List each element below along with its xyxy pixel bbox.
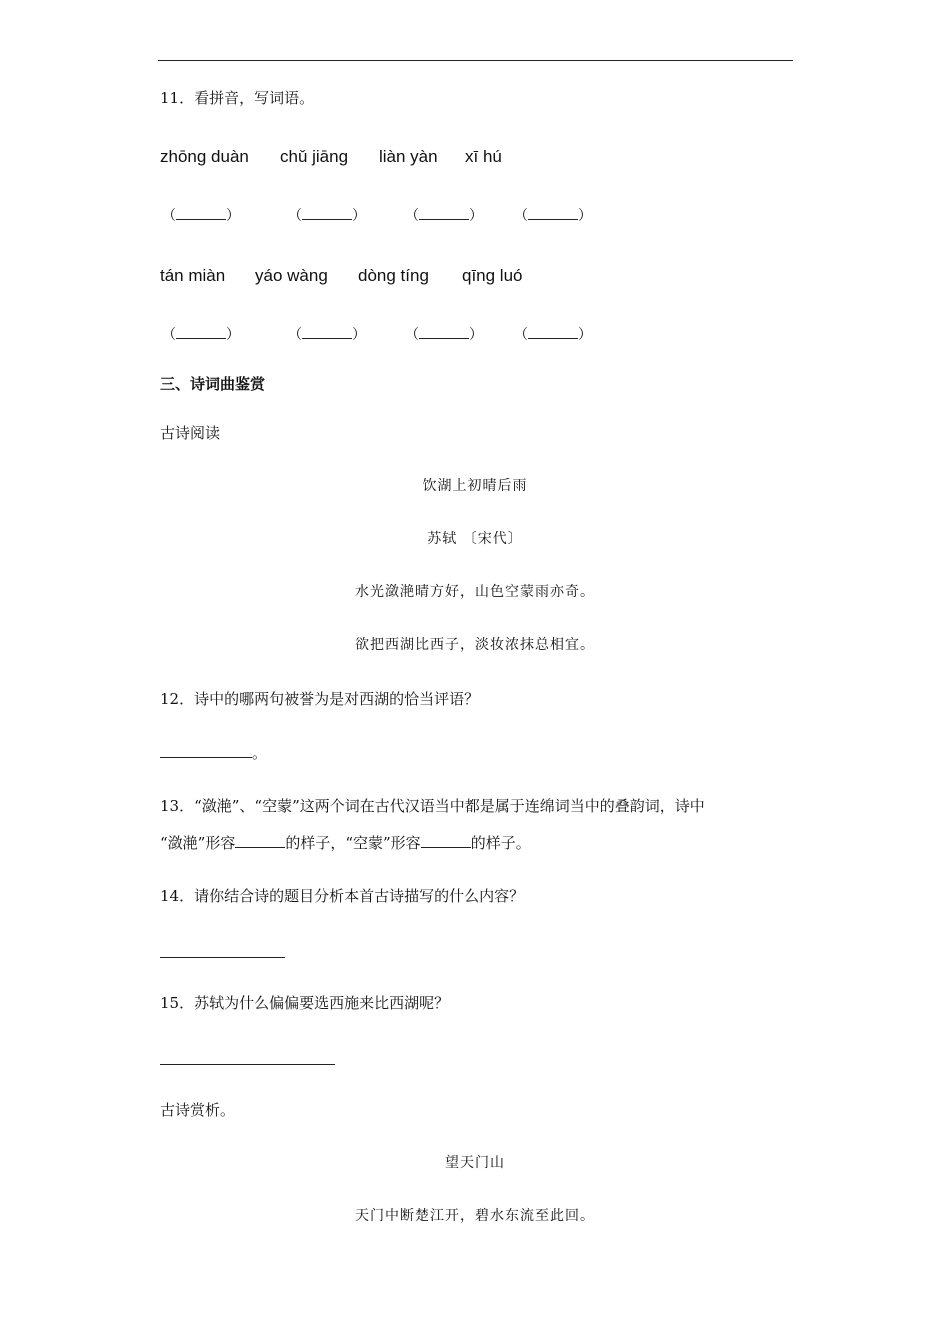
poem-author: 苏轼 〔宋代〕 <box>427 531 523 547</box>
answer-blank[interactable] <box>405 206 483 226</box>
q14-prompt: 14．请你结合诗的题目分析本首古诗描写的什么内容？ <box>160 887 525 905</box>
paren-open: （ <box>514 208 528 224</box>
pinyin-item: chǔ jiāng <box>280 147 349 166</box>
paren-close: ） <box>352 327 366 343</box>
section-title: 三、诗词曲鉴赏 <box>160 375 266 393</box>
poem-line: 欲把西湖比西子，淡妆浓抹总相宜。 <box>355 637 595 653</box>
paren-close: ） <box>469 208 483 224</box>
pinyin-item: dòng tíng <box>358 266 429 285</box>
q14-answer-line[interactable] <box>160 957 285 958</box>
q13-part-b: 的样子，“空蒙”形容 <box>285 834 421 852</box>
q12-period: 。 <box>252 744 268 762</box>
answer-blank[interactable] <box>162 325 240 345</box>
poem-intro: 古诗阅读 <box>160 424 221 442</box>
pinyin-item: liàn yàn <box>379 147 438 166</box>
paren-open: （ <box>288 208 302 224</box>
header-rule <box>158 60 793 61</box>
answer-blank[interactable] <box>288 206 366 226</box>
q15-answer-line[interactable] <box>160 1064 335 1065</box>
answer-blank[interactable] <box>162 206 240 226</box>
paren-close: ） <box>226 327 240 343</box>
paren-open: （ <box>405 208 419 224</box>
answer-blank[interactable] <box>235 834 285 848</box>
paren-open: （ <box>514 327 528 343</box>
paren-close: ） <box>352 208 366 224</box>
paren-open: （ <box>288 327 302 343</box>
answer-blank[interactable] <box>514 325 592 345</box>
q13-part-c: 的样子。 <box>470 834 531 852</box>
paren-open: （ <box>162 208 176 224</box>
answer-blank[interactable] <box>514 206 592 226</box>
paren-open: （ <box>162 327 176 343</box>
pinyin-item: zhōng duàn <box>160 147 249 166</box>
pinyin-item: qīng luó <box>462 266 523 285</box>
poem-title: 饮湖上初晴后雨 <box>422 478 528 494</box>
q13-line1: 13．“潋滟”、“空蒙”这两个词在古代汉语当中都是属于连绵词当中的叠韵词，诗中 <box>160 797 705 815</box>
q15-prompt: 15．苏轼为什么偏偏要选西施来比西湖呢？ <box>160 994 450 1012</box>
paren-close: ） <box>226 208 240 224</box>
q11-prompt: 11．看拼音，写词语。 <box>160 89 315 107</box>
q12-prompt: 12．诗中的哪两句被誉为是对西湖的恰当评语？ <box>160 690 480 708</box>
q13-part-a: “潋滟”形容 <box>160 834 236 852</box>
answer-blank[interactable] <box>421 834 471 848</box>
poem-line: 天门中断楚江开，碧水东流至此回。 <box>355 1208 595 1224</box>
q12-answer[interactable] <box>160 743 267 763</box>
paren-close: ） <box>469 327 483 343</box>
paren-open: （ <box>405 327 419 343</box>
q13-line2 <box>160 833 531 853</box>
poem-line: 水光潋滟晴方好，山色空蒙雨亦奇。 <box>355 584 595 600</box>
poem-intro: 古诗赏析。 <box>160 1101 236 1119</box>
pinyin-item: yáo wàng <box>255 266 328 285</box>
poem-title: 望天门山 <box>445 1155 505 1171</box>
paren-close: ） <box>578 327 592 343</box>
answer-blank[interactable] <box>405 325 483 345</box>
pinyin-item: xī hú <box>465 147 502 166</box>
paren-close: ） <box>578 208 592 224</box>
answer-blank[interactable] <box>288 325 366 345</box>
pinyin-item: tán miàn <box>160 266 226 285</box>
